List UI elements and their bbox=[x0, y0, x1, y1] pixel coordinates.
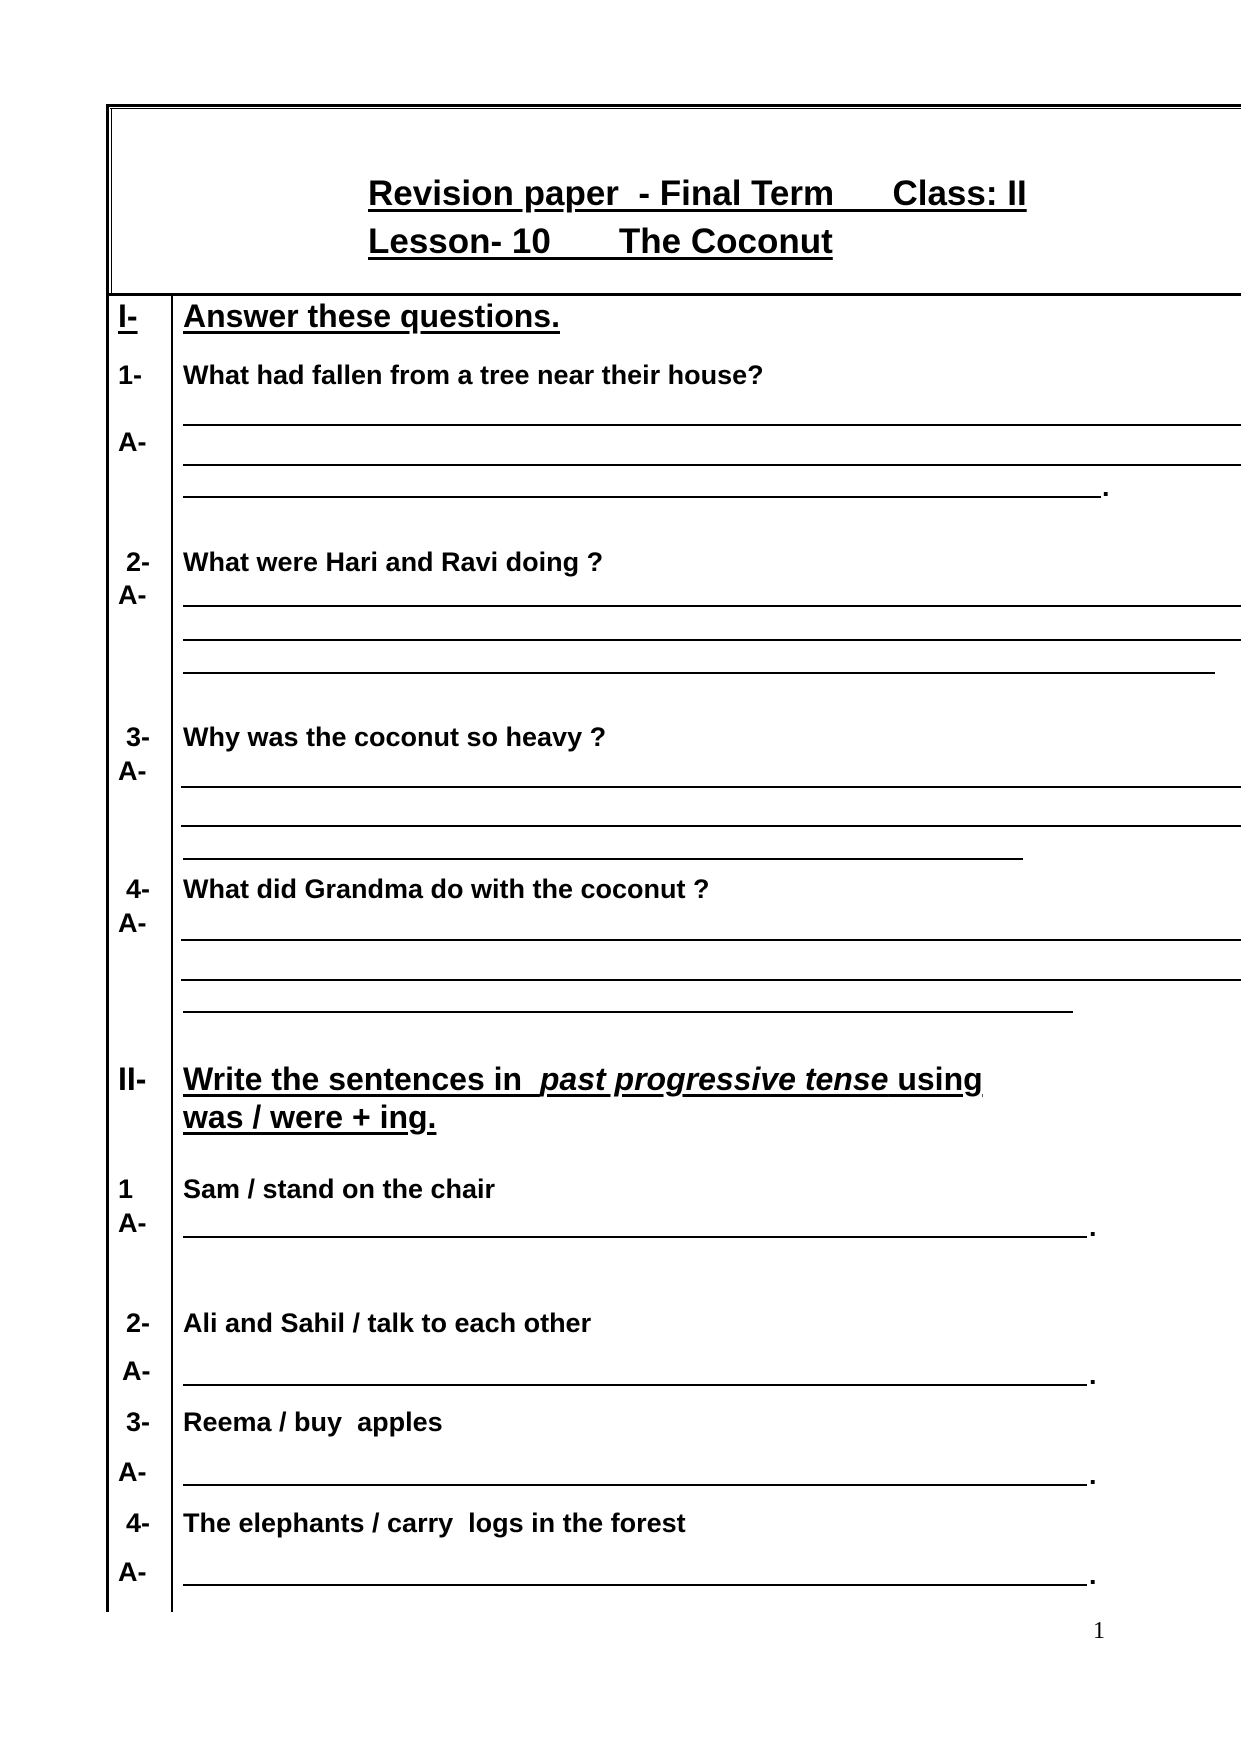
question-2-text: What were Hari and Ravi doing ? bbox=[183, 547, 604, 577]
answer-line[interactable] bbox=[181, 979, 1241, 981]
section-2-heading-post: using bbox=[888, 1061, 983, 1097]
answer-line[interactable] bbox=[183, 1011, 1073, 1013]
end-period: . bbox=[1089, 1560, 1097, 1590]
answer-line[interactable] bbox=[183, 605, 1241, 607]
answer-line[interactable] bbox=[183, 464, 1241, 466]
item-4-answer-label: A- bbox=[118, 1557, 147, 1587]
frame-top-border bbox=[106, 104, 1241, 107]
item-3-text: Reema / buy apples bbox=[183, 1407, 443, 1437]
end-period: . bbox=[1089, 1460, 1097, 1490]
header-separator bbox=[106, 293, 1241, 296]
section-2-label: II- bbox=[118, 1061, 147, 1097]
question-4-answer-label: A- bbox=[118, 908, 147, 938]
frame-top-border-inner bbox=[110, 108, 1241, 109]
answer-line[interactable] bbox=[183, 1484, 1087, 1486]
item-1-number: 1 bbox=[118, 1174, 134, 1204]
section-2-heading-line2: was / were + ing. bbox=[183, 1099, 437, 1135]
answer-line[interactable] bbox=[183, 639, 1241, 641]
question-3-text: Why was the coconut so heavy ? bbox=[183, 722, 607, 752]
question-4-number: 4- bbox=[126, 874, 151, 904]
item-2-number: 2- bbox=[126, 1308, 151, 1338]
answer-line[interactable] bbox=[183, 496, 1101, 498]
answer-line[interactable] bbox=[183, 672, 1215, 674]
answer-line[interactable] bbox=[183, 424, 1241, 426]
item-1-text: Sam / stand on the chair bbox=[183, 1174, 496, 1204]
section-2-heading-pre: Write the sentences in bbox=[183, 1061, 540, 1097]
item-1-answer-label: A- bbox=[118, 1208, 147, 1238]
answer-line[interactable] bbox=[183, 1384, 1087, 1386]
question-3-answer-label: A- bbox=[118, 756, 147, 786]
section-2-heading-emphasis: past progressive tense bbox=[539, 1061, 889, 1097]
end-period: . bbox=[1089, 1360, 1097, 1390]
item-3-answer-label: A- bbox=[118, 1457, 147, 1487]
item-3-number: 3- bbox=[126, 1407, 151, 1437]
lesson-title: Lesson- 10 The Coconut bbox=[368, 222, 833, 261]
answer-line[interactable] bbox=[183, 858, 1023, 860]
question-4-text: What did Grandma do with the coconut ? bbox=[183, 874, 710, 904]
paper-title: Revision paper - Final Term Class: II bbox=[368, 174, 1027, 213]
answer-line[interactable] bbox=[181, 786, 1241, 788]
question-1-number: 1- bbox=[118, 360, 143, 390]
item-2-text: Ali and Sahil / talk to each other bbox=[183, 1308, 592, 1338]
item-2-answer-label: A- bbox=[122, 1356, 151, 1386]
item-4-text: The elephants / carry logs in the forest bbox=[183, 1508, 686, 1538]
frame-left-border bbox=[106, 104, 109, 1612]
end-period: . bbox=[1089, 1212, 1097, 1242]
answer-line[interactable] bbox=[181, 825, 1241, 827]
question-2-number: 2- bbox=[126, 547, 151, 577]
answer-line[interactable] bbox=[181, 939, 1241, 941]
answer-line[interactable] bbox=[183, 1236, 1087, 1238]
question-3-number: 3- bbox=[126, 722, 151, 752]
section-1-label: I- bbox=[118, 298, 138, 334]
item-4-number: 4- bbox=[126, 1508, 151, 1538]
column-separator bbox=[171, 296, 173, 1612]
question-1-answer-label: A- bbox=[118, 427, 147, 457]
answer-line[interactable] bbox=[183, 1584, 1087, 1586]
section-2-heading bbox=[183, 1061, 983, 1098]
end-period: . bbox=[1102, 472, 1110, 502]
question-2-answer-label: A- bbox=[118, 580, 147, 610]
frame-left-border-inner bbox=[111, 108, 112, 294]
section-1-heading: Answer these questions. bbox=[183, 298, 560, 334]
question-1-text: What had fallen from a tree near their house? bbox=[183, 360, 764, 390]
page-number: 1 bbox=[1093, 1618, 1105, 1644]
